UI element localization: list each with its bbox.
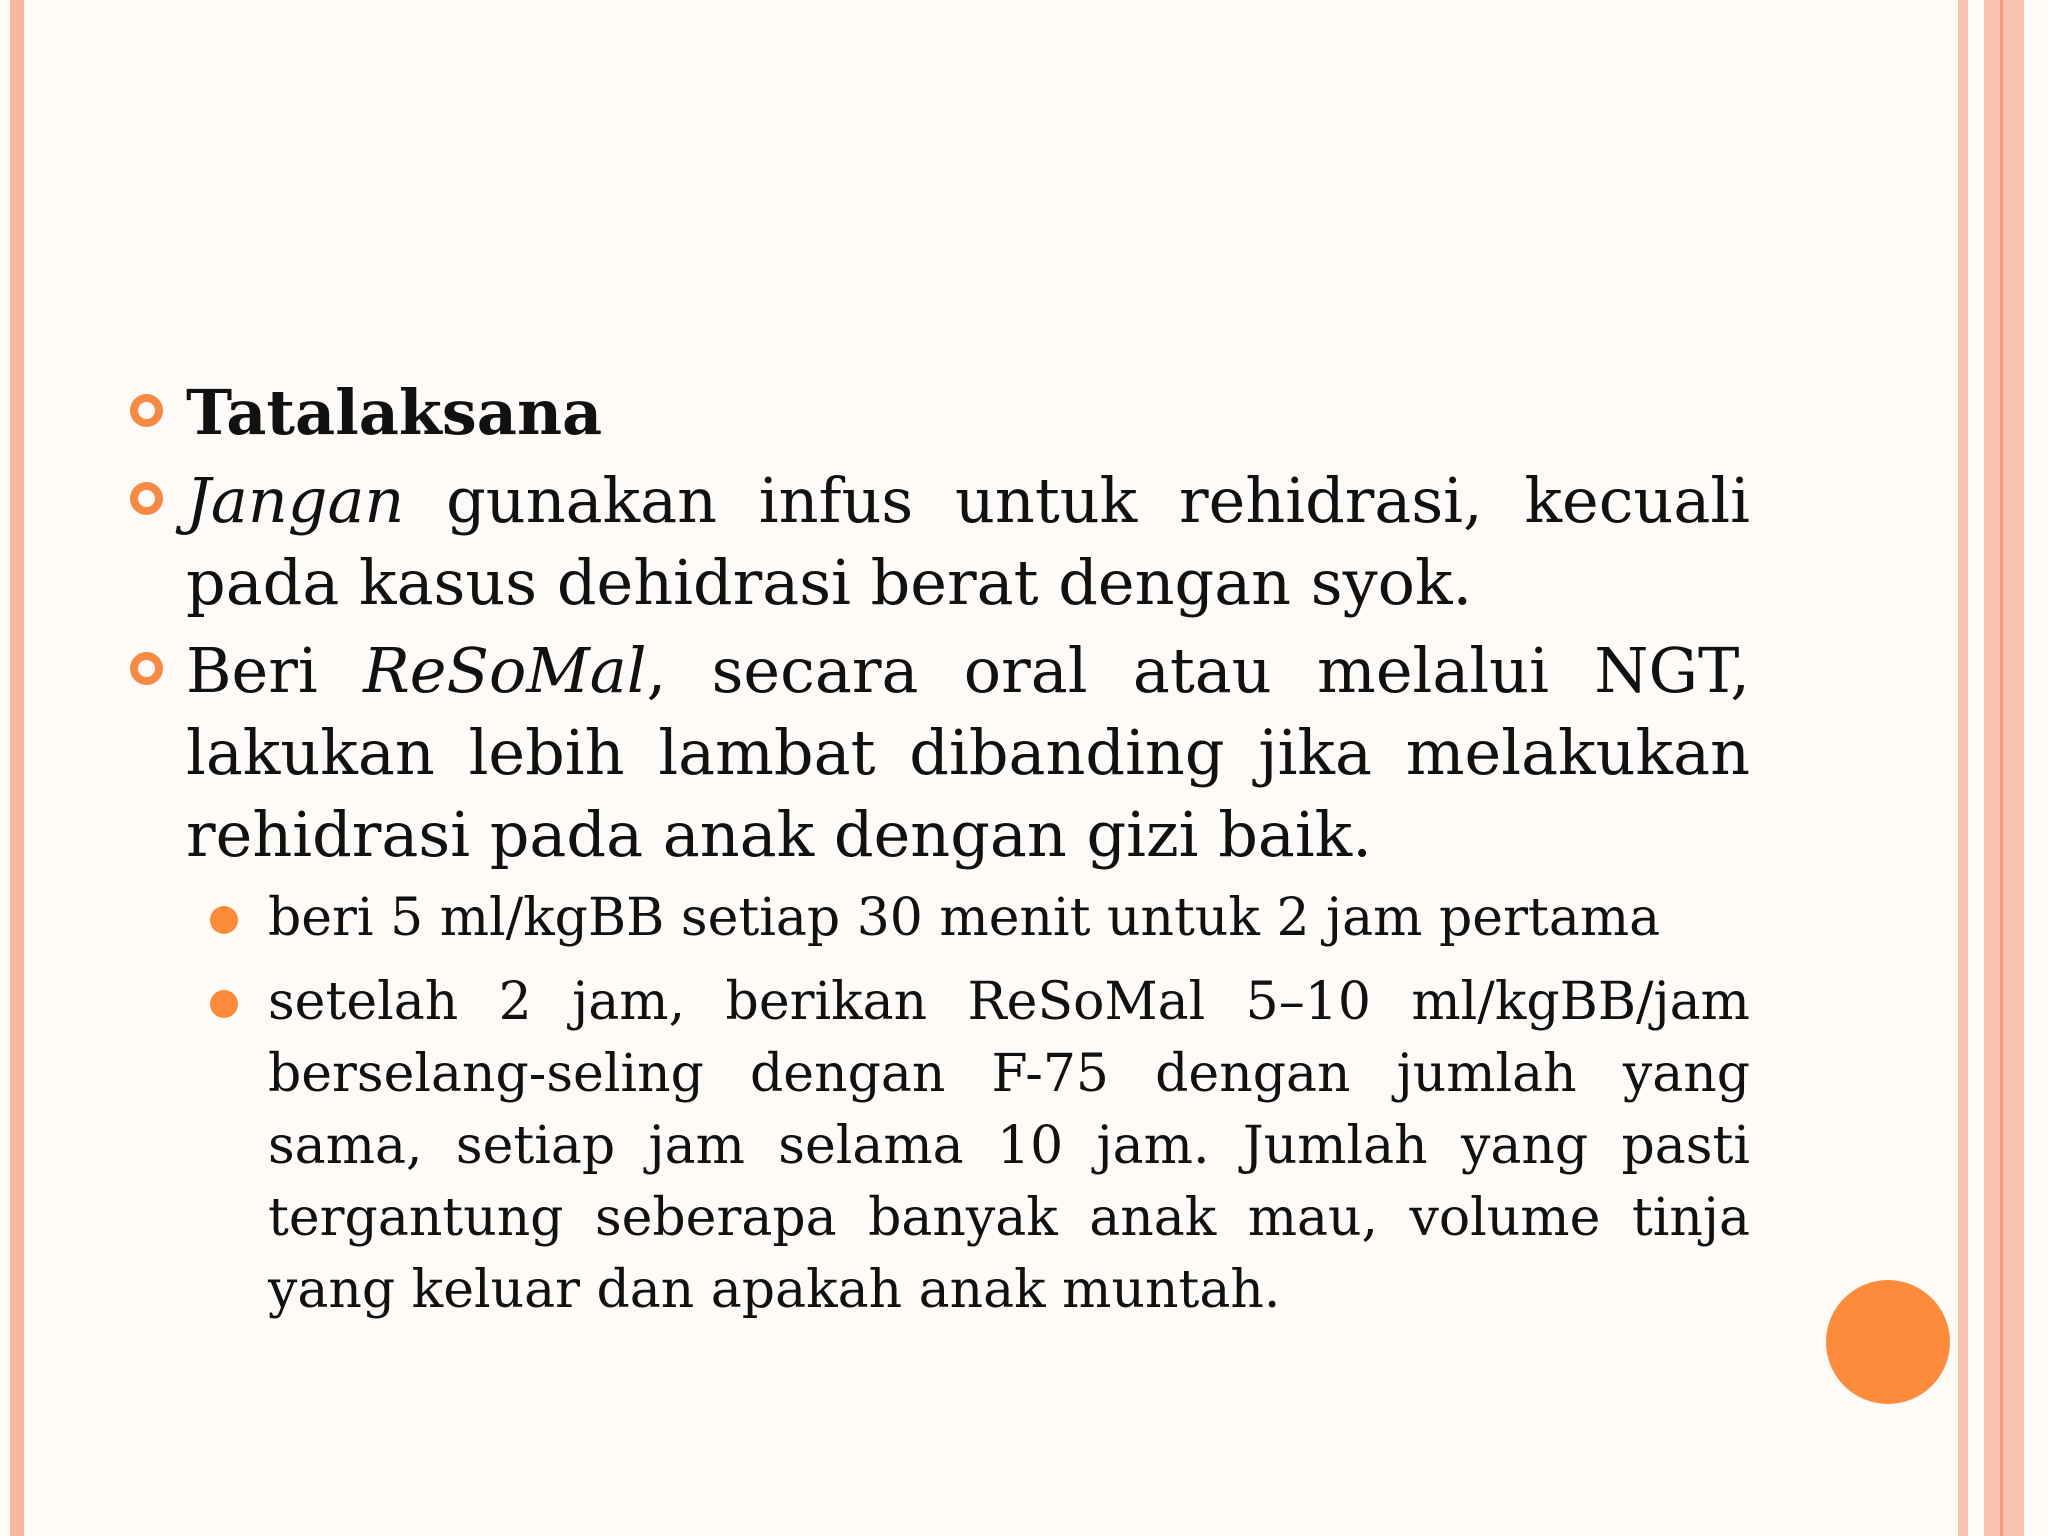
bullet-text: gunakan infus untuk rehidrasi, kecuali pada kasus dehidrasi berat dengan syok.	[186, 464, 1750, 619]
sub-bullet-text: beri 5 ml/kgBB setiap 30 menit untuk 2 jam pertama	[268, 888, 1661, 948]
ring-bullet-icon	[130, 652, 163, 685]
ring-bullet-icon	[130, 394, 163, 427]
right-border-stripe	[1958, 0, 1968, 1536]
dot-bullet-icon	[210, 906, 238, 934]
right-border-band	[1984, 0, 2024, 1536]
dot-bullet-icon	[210, 990, 238, 1018]
bullet-text: , secara oral atau melalui NGT, lakukan lebih lambat dibanding jika melakukan rehidrasi pada anak dengan gizi baik.	[186, 634, 1750, 871]
slide-heading: Tatalaksana	[186, 376, 603, 449]
bullet-item-heading	[130, 372, 1750, 454]
ring-bullet-icon	[130, 482, 163, 515]
decorative-orange-circle	[1826, 1280, 1950, 1404]
left-border-stripe	[10, 0, 24, 1536]
emphasis-text: ReSoMal	[363, 634, 647, 707]
sub-bullet-item-after-two-hours	[130, 966, 1750, 1326]
sub-bullet-text: setelah 2 jam, berikan ReSoMal 5–10 ml/kgBB/jam berselang-seling dengan F-75 dengan jumlah yang sama, setiap jam selama 10 jam. Jumlah yang pasti tergantung seberapa banyak anak mau, volume tinja yang keluar dan apakah anak muntah.	[268, 972, 1750, 1320]
slide-content	[130, 372, 1750, 1338]
bullet-lead-text: Beri	[186, 634, 364, 707]
sub-bullet-item-first-hours	[130, 882, 1750, 954]
bullet-item-infus	[130, 460, 1750, 624]
bullet-item-resomal	[130, 630, 1750, 876]
emphasis-text: Jangan	[186, 464, 405, 537]
right-border-line	[2000, 0, 2003, 1536]
